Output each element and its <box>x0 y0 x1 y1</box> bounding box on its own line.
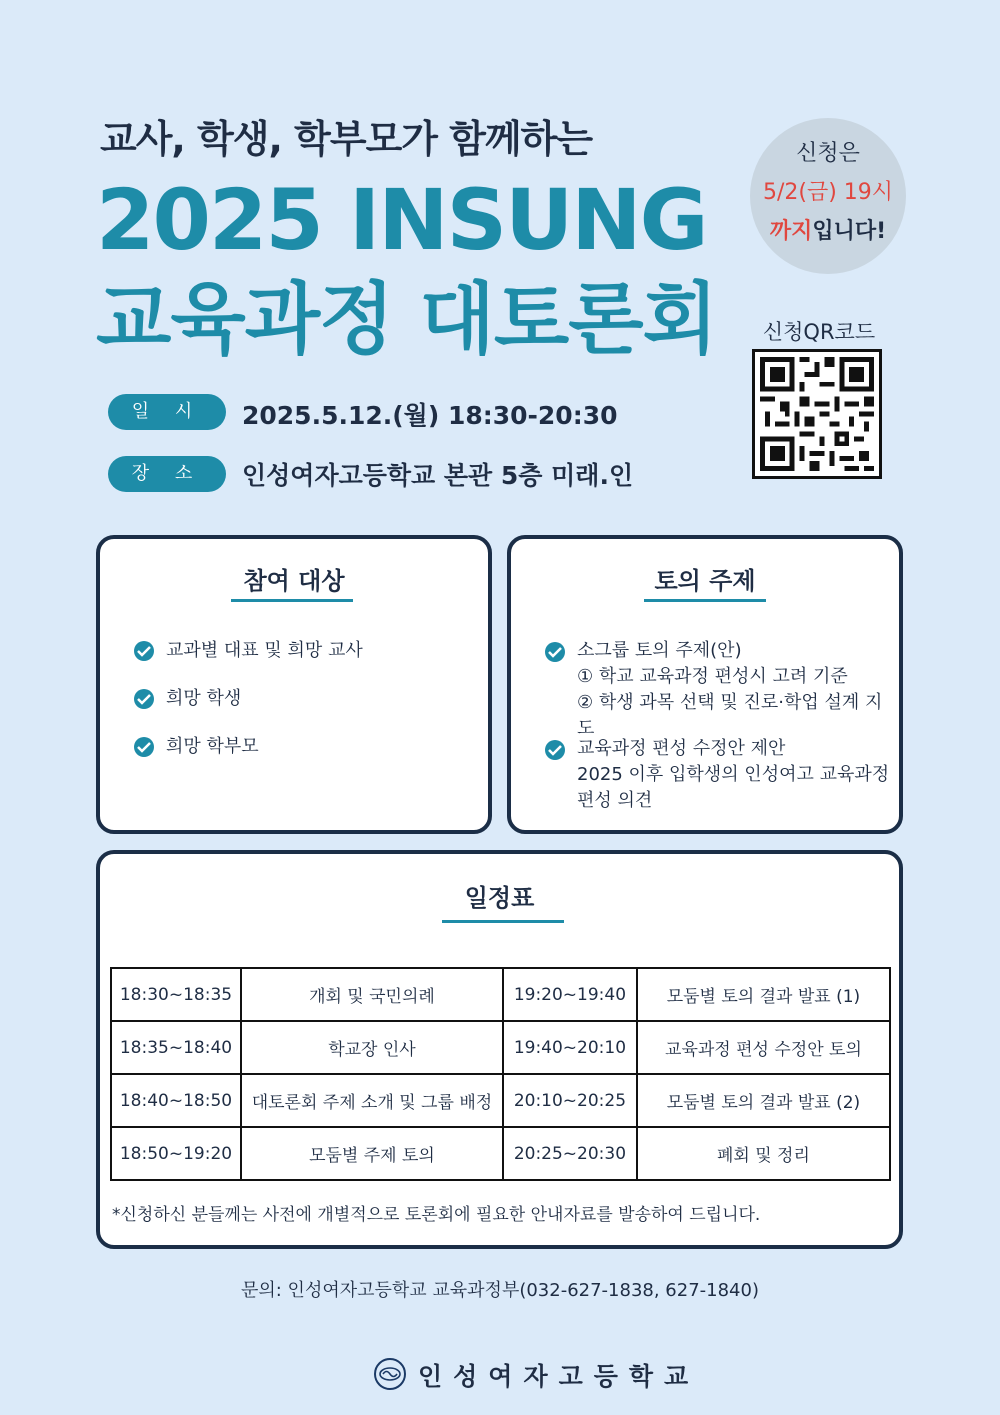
topic-item-2 <box>577 736 889 814</box>
participants-title: 참여 대상 <box>243 567 345 595</box>
date-label-pill: 일 시 <box>108 394 226 430</box>
place-value: 인성여자고등학교 본관 5층 미래.인 <box>242 461 634 490</box>
event-cell: 개회 및 국민의례 <box>241 968 503 1021</box>
time-cell: 19:40~20:10 <box>503 1021 637 1074</box>
schedule-footnote: *신청하신 분들께는 사전에 개별적으로 토론회에 필요한 안내자료를 발송하여 드립니다. <box>112 1205 761 1225</box>
time-cell: 19:20~19:40 <box>503 968 637 1021</box>
schedule-title-underline <box>442 920 564 923</box>
check-icon <box>134 737 154 757</box>
topic-item-1 <box>577 638 899 742</box>
schedule-title: 일정표 <box>464 884 535 912</box>
time-cell: 18:35~18:40 <box>111 1021 241 1074</box>
date-value: 2025.5.12.(월) 18:30-20:30 <box>242 401 618 430</box>
participant-item: 희망 학생 <box>166 688 242 709</box>
schedule-table <box>110 967 891 1181</box>
event-cell: 모둠별 주제 토의 <box>241 1127 503 1180</box>
topic-item-2-line2: 2025 이후 입학생의 인성여고 교육과정 <box>577 764 890 785</box>
deadline-badge <box>750 118 906 274</box>
table-row <box>111 1021 890 1074</box>
table-row <box>111 1074 890 1127</box>
participants-box <box>96 535 492 834</box>
time-cell: 18:50~19:20 <box>111 1127 241 1180</box>
topic-item-2-line3: 편성 의견 <box>577 790 653 811</box>
poster-subtitle: 교사, 학생, 학부모가 함께하는 <box>100 117 593 161</box>
time-cell: 20:25~20:30 <box>503 1127 637 1180</box>
deadline-suffix: 입니다! <box>812 219 887 244</box>
deadline-until: 까지 <box>769 219 813 244</box>
event-cell: 모둠별 토의 결과 발표 (2) <box>637 1074 890 1127</box>
check-icon <box>545 642 565 662</box>
check-icon <box>134 689 154 709</box>
topic-item-2-line1: 교육과정 편성 수정안 제안 <box>577 738 786 759</box>
poster-title-line2: 교육과정 대토론회 <box>96 275 717 365</box>
place-label-pill: 장 소 <box>108 456 226 492</box>
participant-item: 교과별 대표 및 희망 교사 <box>166 640 363 661</box>
event-cell: 폐회 및 정리 <box>637 1127 890 1180</box>
topic-item-1-line1: 소그룹 토의 주제(안) <box>577 640 742 661</box>
contact-info: 문의: 인성여자고등학교 교육과정부(032-627-1838, 627-1840) <box>241 1280 759 1301</box>
topics-title-underline <box>644 599 766 602</box>
school-name: 인성여자고등학교 <box>418 1362 700 1391</box>
participants-title-underline <box>231 599 353 602</box>
check-icon <box>545 740 565 760</box>
time-cell: 20:10~20:25 <box>503 1074 637 1127</box>
time-cell: 18:30~18:35 <box>111 968 241 1021</box>
event-cell: 교육과정 편성 수정안 토의 <box>637 1021 890 1074</box>
school-logo-icon <box>374 1358 406 1390</box>
qr-code-icon[interactable] <box>752 349 882 479</box>
poster-title-line1: 2025 INSUNG <box>96 171 707 269</box>
schedule-box <box>96 850 903 1249</box>
time-cell: 18:40~18:50 <box>111 1074 241 1127</box>
check-icon <box>134 641 154 661</box>
table-row <box>111 1127 890 1180</box>
qr-label: 신청QR코드 <box>762 320 876 344</box>
topics-title: 토의 주제 <box>654 567 756 595</box>
deadline-line1: 신청은 <box>796 141 860 166</box>
event-cell: 학교장 인사 <box>241 1021 503 1074</box>
deadline-date: 5/2(금) 19시 <box>762 180 894 205</box>
table-row <box>111 968 890 1021</box>
participant-item: 희망 학부모 <box>166 736 259 757</box>
topic-item-1-line3: ② 학생 과목 선택 및 진로·학업 설계 지도 <box>577 692 883 739</box>
deadline-line3 <box>750 214 906 245</box>
topics-box <box>507 535 903 834</box>
event-cell: 모둠별 토의 결과 발표 (1) <box>637 968 890 1021</box>
event-cell: 대토론회 주제 소개 및 그룹 배정 <box>241 1074 503 1127</box>
topic-item-1-line2: ① 학교 교육과정 편성시 고려 기준 <box>577 666 848 687</box>
